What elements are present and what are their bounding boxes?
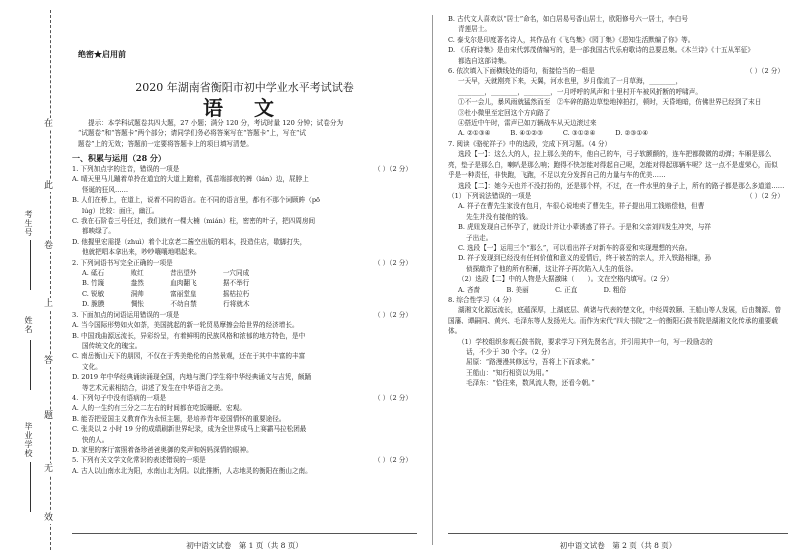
- question-line: [448, 233, 784, 243]
- question-line: [72, 237, 412, 247]
- notice-line: “试题卷”和“答题卡”两个部分；请同学们务必将答案写在“答题卡”上，写在“试: [78, 129, 307, 138]
- question-text: 3. 下面加点的词语运用错误的一项是: [72, 310, 180, 319]
- question-text: ①不一会儿，暴风雨就猛然而至 ②车碎的路边草垫地掉拍打，顿时，天昏地暗，仿佛世界已经到了末日: [458, 98, 762, 107]
- question-line: [448, 253, 784, 263]
- question-text: 选段【一】：这么大的人，拉上那么美的车，他自己的车，弓子软颤颤的，连车把都微微的动弹；车厢是那么亮，垫子是那么白，喇叭是那么响；跑得不快怎能对得起自己呢，怎能对得起那辆车呢？这一点不是虚荣心，而似乎是一种责任，非快跑，飞跑，不足以充分发挥自己的力量与车的优美……: [448, 150, 778, 180]
- question-line: [72, 445, 412, 455]
- gutter-char: 题: [44, 411, 54, 421]
- question-line: [72, 299, 412, 309]
- question-text: （1）下列说法错误的一项是: [448, 191, 532, 200]
- questions-right: [448, 14, 784, 389]
- question-text: B. 人们在桥上，在道上，说着不同的语言。在不同的语言里，都有不那个词顾眸（pō: [72, 196, 321, 205]
- question-text: D. 《乐府诗集》是由宋代郭茂倩编写的，是一部我国古代乐府歌诗的总要总集。《木兰诗》《十五从军征》: [448, 46, 754, 55]
- question-text: A. 砥石 败红 昔出望外 一穴同成: [82, 269, 250, 278]
- question-line: [448, 14, 784, 24]
- footer-rule: [72, 533, 417, 534]
- question-text: A. 人的一生约有三分之二左右的时间都在吃饭睡眠、宏观。: [72, 404, 246, 413]
- question-text: A. ②①③④ B. ④①②③ C. ③①②④ D. ②③①④: [458, 129, 649, 138]
- question-text: 都选自这部诗集。: [458, 56, 511, 65]
- page-footer: 初中语文试卷 第 2 页（共 8 页）: [559, 541, 677, 550]
- question-text: B. 古代文人喜欢以“居士”命名，如白居易号香山居士，欧阳修号六一居士，李白号: [448, 15, 688, 23]
- question-line: [448, 305, 784, 336]
- notice-line: 提示：本学科试题卷共四大题，27 小题；满分 120 分，考试时量 120 分钟；试卷分为: [88, 119, 344, 127]
- question-line: [448, 347, 784, 357]
- questions-left: [72, 153, 412, 476]
- gutter-char: 此: [44, 181, 54, 191]
- gutter-char: 效: [44, 513, 54, 523]
- question-text: C. 我在石阶卷三号任过，我们就有一棵大楠（mián）柱，密密的叶子，把四周房间: [72, 217, 316, 226]
- question-line: [448, 97, 784, 107]
- question-text: （1）学校组织参观石鼓书院，要求学习下列先贤名言，并引用其中一句，写一段励志的: [458, 337, 713, 346]
- question-line: [448, 243, 784, 253]
- secret-label: 绝密★启用前: [78, 49, 126, 59]
- gutter-char: 卷: [44, 241, 54, 251]
- question-line: [72, 341, 412, 351]
- question-text: B. 中国戏曲源远流长，异彩纷呈，有着鲜明的民族风格和浓郁的地方特色，是中: [72, 331, 306, 340]
- question-line: [72, 310, 412, 320]
- question-text: 快的人。: [82, 435, 109, 444]
- question-line: [448, 264, 784, 274]
- question-line: [72, 414, 412, 424]
- question-line: [448, 149, 784, 180]
- question-text: A. 祥子在曹先生家没有包月，车很心说地卖了曹先生，祥子提出用工钱赔偿他，但曹: [458, 202, 705, 211]
- question-line: [72, 174, 412, 184]
- question-line: [72, 164, 412, 174]
- exam-page-2: [448, 0, 788, 560]
- question-text: 屈原：“路漫漫其修远兮，吾将上下而求索。”: [466, 358, 595, 367]
- answer-bracket-score: （ ）（2 分）: [373, 456, 412, 465]
- question-text: 都映绿了。: [82, 227, 115, 236]
- question-text: 等艺术元素相结合，讲述了发生在中华语言之美。: [82, 383, 228, 392]
- question-line: [72, 278, 412, 288]
- question-text: D. 他握里宏需提（zhuì）着个北京老二酱空出版的唱本，投造住店，歇脚打失，: [72, 237, 307, 246]
- question-line: [72, 289, 412, 299]
- question-text: A. 晴天里马儿蹦着单拎在道宜的大道上跑着，孤苗端部夜的裤（lán）边，屁脖上: [72, 175, 309, 184]
- candidate-number-label: 考生号: [24, 210, 33, 237]
- question-line: [448, 128, 784, 138]
- question-line: [448, 337, 784, 347]
- question-line: [72, 216, 412, 226]
- question-line: [448, 295, 784, 305]
- gutter-char: 无: [44, 464, 54, 474]
- gutter-char: 在: [44, 119, 54, 129]
- question-text: 1. 下列加点字的注音，错误的一项是: [72, 165, 180, 173]
- question-text: 一天早，天就刚亮下来，天翼，河水也里，岁月像流了一月草海，________，: [458, 77, 683, 86]
- question-line: [448, 181, 784, 191]
- question-line: [72, 351, 412, 361]
- footer-rule: [448, 533, 788, 534]
- question-line: [448, 24, 784, 34]
- question-text: 8. 综合性学习（4 分）: [448, 295, 516, 304]
- question-text: 青莲居士。: [458, 25, 491, 34]
- question-line: [448, 285, 784, 295]
- question-line: [448, 222, 784, 232]
- question-line: [448, 201, 784, 211]
- gutter-char: 上: [44, 299, 54, 309]
- question-text: ④搭近中午时，雷声已如万辆战车从天边滚过来: [458, 119, 597, 128]
- question-line: [448, 66, 784, 76]
- question-text: 2. 下列词语书写完全正确的一项是: [72, 258, 173, 267]
- question-text: D. 家里的客厅富照着备珍爸爸奥御的奖声和妈妈深情的眼神。: [72, 445, 253, 454]
- question-text: 国传统文化的瑰宝。: [82, 341, 142, 350]
- question-line: [72, 362, 412, 372]
- question-line: [448, 368, 784, 378]
- question-line: [72, 466, 412, 476]
- question-text: 话，不少于 30 个字。（2 分）: [466, 348, 555, 356]
- question-line: [448, 191, 784, 201]
- question-line: [72, 206, 412, 216]
- question-line: [72, 424, 412, 434]
- section-heading: 一、积累与运用（28 分）: [72, 153, 166, 163]
- question-text: 文化。: [82, 362, 102, 371]
- question-line: [448, 87, 784, 97]
- question-text: C. 张炎以 2 小时 19 分的成绩刷新世界纪录，成为全世界成马上赛霸马拉松团最: [72, 425, 307, 434]
- name-line: [30, 340, 31, 390]
- question-line: [448, 45, 784, 55]
- question-line: [72, 331, 412, 341]
- question-text: C. 南岳衡山天下的朋园，不仅在于秀美绝伦的自然景观，还在于其中丰富的丰富: [72, 352, 306, 361]
- question-line: [72, 247, 412, 257]
- exam-title: 2020 年湖南省衡阳市初中学业水平考试试卷: [135, 81, 354, 94]
- question-text: B. 虎妞发现自己怀孕了，就设计并让小辈诱惑了祥子。于是和父亲刘四发生冲突，与祥: [458, 223, 712, 232]
- question-text: A. 当今国际形势如火如荼，美国挑起的新一轮贸易摩擦会给世界的经济增长。: [72, 321, 299, 330]
- question-text: 7. 阅读《骆驼祥子》中的选段，完成下列习题。（4 分）: [448, 139, 612, 148]
- question-text: ③杜小微里至定回这个方向路了: [458, 108, 551, 117]
- question-text: C. 泰戈尔是印度著名诗人，其作品有《飞鸟集》《园丁集》《恩知生活默编了你》等。: [448, 35, 695, 44]
- answer-bracket-score: （ ）（2 分）: [373, 165, 412, 173]
- question-line: [72, 435, 412, 445]
- question-line: [72, 258, 412, 268]
- question-line: [72, 403, 412, 413]
- binding-gutter: [0, 0, 72, 560]
- question-line: [448, 118, 784, 128]
- question-line: [72, 393, 412, 403]
- question-line: [448, 378, 784, 388]
- question-text: 侦探敲诈了他的所有积蓄，这让祥子再次陷入人生的低谷。: [466, 264, 638, 273]
- school-label: 毕业学校: [24, 422, 33, 458]
- question-text: 王船山：“知行相资以为用。”: [466, 368, 549, 377]
- question-text: C. 选段【一】运用三个“那么”，可以看出祥子对新车的喜爱和实现理想的兴奋。: [458, 243, 692, 252]
- question-line: [448, 56, 784, 66]
- question-text: D. 2019 年中华经典诵读涌现全国，内地与澳门学生将中华经典诵文与吉凭，颇踊: [72, 373, 312, 382]
- question-text: B. 能否把爱国主义教育作为永恒主题，是培养青年爱国情怀的重要途径。: [72, 414, 286, 423]
- question-text: 湖湘文化源远流长，底蕴深厚，上湖底层、黄诸与代表的楚文化，中经周敦颐、王船山等人发展，后由魏源、曾国藩、谭嗣同、黄兴、毛泽东等人发扬光大。而作为宋代“四大书院”之一的衡阳石鼓书院是湖湘文化传承的重要载体。: [448, 306, 782, 336]
- question-text: 怪诞的狂风……: [82, 185, 129, 194]
- question-line: [72, 372, 412, 382]
- question-line: [72, 185, 412, 195]
- answer-bracket-score: （ ）（2 分）: [373, 393, 412, 402]
- question-text: 4. 下列句子中没有语病的一项是: [72, 393, 167, 402]
- question-text: A. 古人以山南水北为阳，水南山北为阴。以此推断，人志地灵的衡阳在衡山之南。: [72, 466, 312, 475]
- question-text: 先生并没有接他的钱。: [466, 212, 532, 221]
- question-line: [448, 357, 784, 367]
- notice-line: 题卷”上的无效；答题前一定要将答题卡上的项目填写清楚。: [78, 139, 253, 148]
- page-footer: 初中语文试卷 第 1 页（共 8 页）: [186, 541, 303, 550]
- gutter-char: 答: [44, 356, 54, 366]
- school-line: [30, 462, 31, 512]
- question-line: [72, 455, 412, 465]
- question-line: [72, 320, 412, 330]
- answer-bracket-score: （ ）（2 分）: [745, 67, 784, 76]
- question-text: 子出走。: [466, 233, 493, 242]
- question-line: [448, 108, 784, 118]
- subject-title: 语 文: [203, 96, 286, 120]
- notice-block: [78, 118, 414, 149]
- question-line: [72, 268, 412, 278]
- question-line: [448, 35, 784, 45]
- question-text: lúg）比较：面庄，幽江。: [82, 206, 159, 215]
- exam-page-1: [72, 0, 417, 560]
- question-text: ________，________，________，一月呼呼的风声和十里村开车被风折断的呼啸声。: [458, 87, 702, 96]
- question-line: [72, 226, 412, 236]
- question-line: [448, 274, 784, 284]
- question-line: [72, 195, 412, 205]
- page-divider: [432, 15, 433, 545]
- question-text: 选段【二】：她今天也并不没打扮的，还是那个样，不过，在一件水里的身子上，所有的路子都是那么多道道……: [458, 181, 784, 190]
- answer-bracket-score: （ ）（2 分）: [745, 191, 784, 200]
- answer-bracket-score: （ ）（2 分）: [373, 310, 412, 319]
- name-label: 姓名: [24, 316, 33, 334]
- question-line: [448, 212, 784, 222]
- question-text: 5. 下列有关文学文化常识的表述错误的一项是: [72, 456, 206, 465]
- question-text: 毛泽东：“恰往来，数风流人物，还看今朝。”: [466, 379, 595, 388]
- question-text: D. 祥子发现到已经没有任何价值和意义的爱情后，终于被苦的亲人，并入铁路相继，孙: [458, 254, 712, 263]
- question-text: C. 锐敏 洞帅 富丽堂皇 摇枯拉朽: [82, 289, 250, 298]
- question-text: A. 吝啬 B. 美丽 C. 正直 D. 粗俗: [458, 285, 627, 294]
- question-text: 他就把唱本拿出来，吵吵嚷嚷地唱起来。: [82, 248, 201, 257]
- question-text: 6. 依次填入下面横线处的语句，衔接恰当的一组是: [448, 67, 595, 76]
- answer-bracket-score: （ ）（2 分）: [373, 258, 412, 267]
- question-text: D. 脆膜 惆怅 不幼自禁 行将就木: [82, 300, 250, 309]
- question-text: （2）选段【二】中的人物是大据激昧（ ）。文在空格内填写。（2 分）: [458, 275, 673, 284]
- question-line: [448, 139, 784, 149]
- question-text: B. 竹篾 盎然 血肉翻飞 据不举行: [82, 279, 250, 288]
- question-line: [448, 76, 784, 86]
- question-line: [72, 383, 412, 393]
- candidate-number-line: [30, 240, 31, 290]
